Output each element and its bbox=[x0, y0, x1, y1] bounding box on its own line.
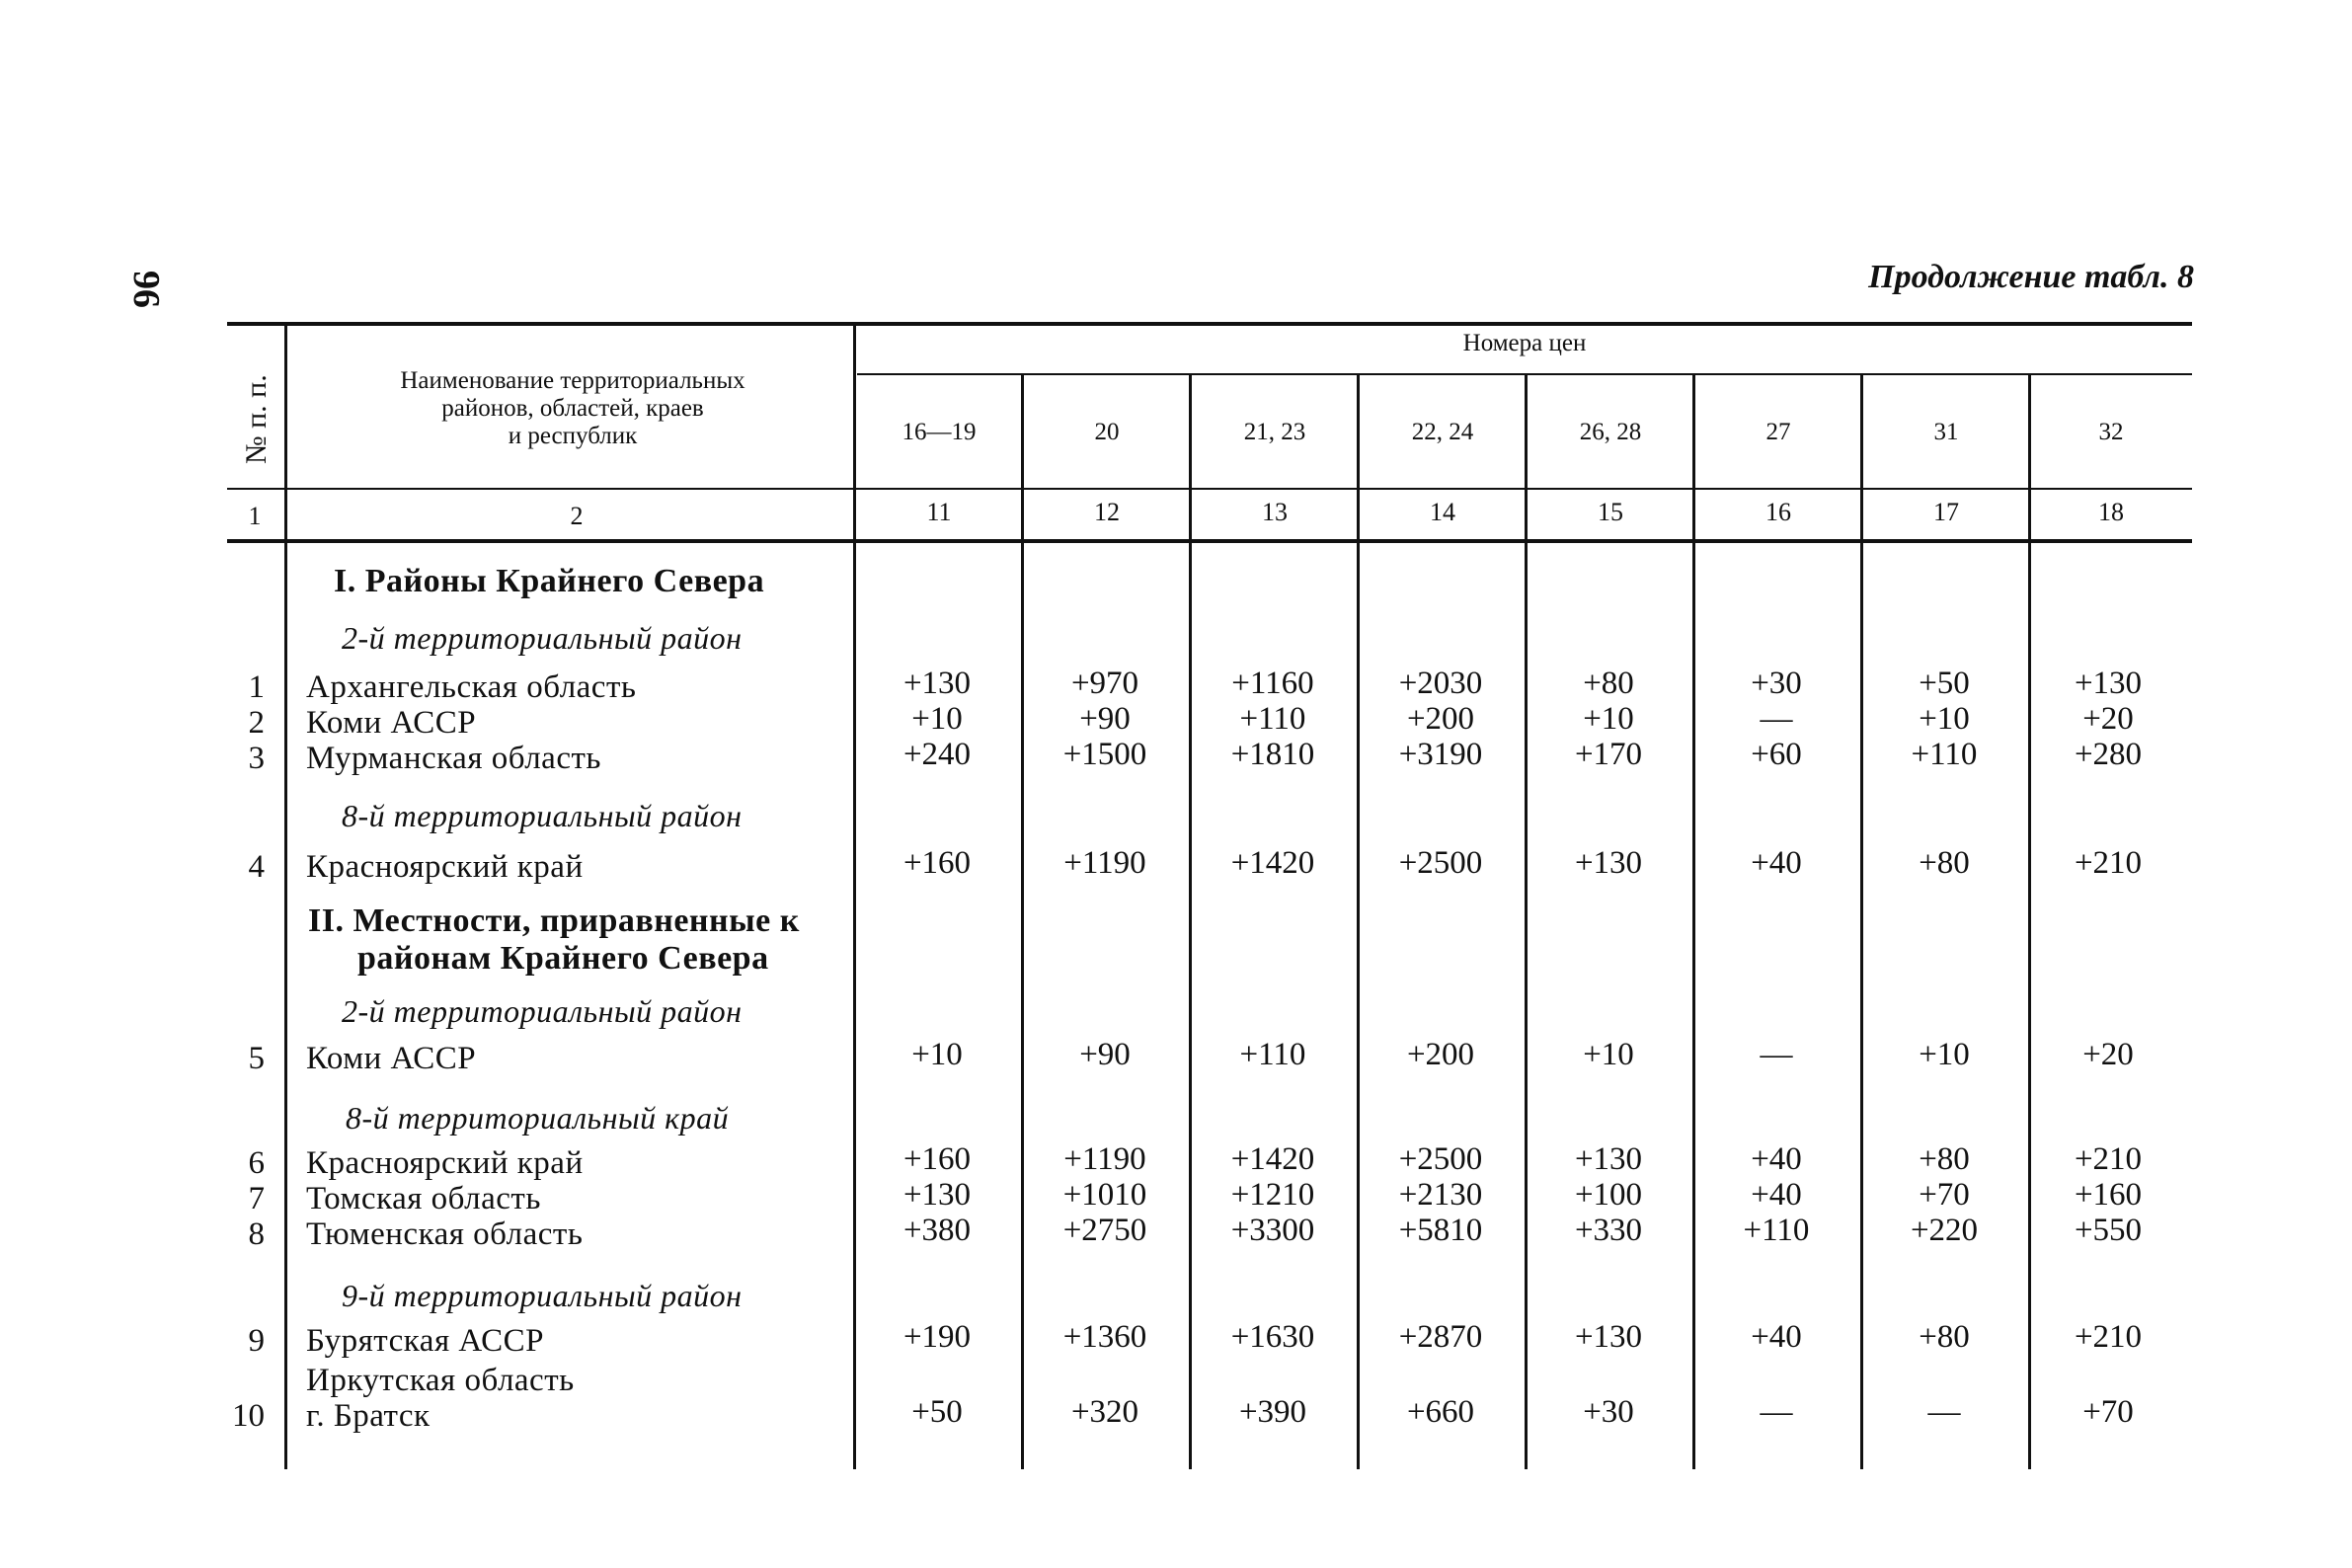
name-column-header-line-2: районов, областей, краев bbox=[441, 395, 704, 422]
name-column-rule bbox=[284, 324, 287, 1469]
price-surcharge-value: +210 bbox=[2074, 1141, 2143, 1177]
price-surcharge-value: +2870 bbox=[1398, 1319, 1483, 1355]
price-surcharge-value: +330 bbox=[1574, 1213, 1643, 1248]
price-surcharge-value: +2130 bbox=[1398, 1177, 1483, 1213]
price-surcharge-value: +130 bbox=[1574, 845, 1643, 881]
price-columns-rule-5 bbox=[1525, 375, 1528, 1469]
price-col-header: 16—19 bbox=[902, 419, 977, 445]
district-heading: 8-й территориальный край bbox=[346, 1100, 730, 1136]
price-columns-rule-2 bbox=[1021, 375, 1024, 1469]
price-columns-rule-6 bbox=[1692, 375, 1695, 1469]
price-surcharge-value: +280 bbox=[2074, 737, 2143, 772]
price-surcharge-value: +200 bbox=[1406, 701, 1475, 737]
price-surcharge-value: +2500 bbox=[1398, 845, 1483, 881]
price-surcharge-value: +100 bbox=[1574, 1177, 1643, 1213]
price-surcharge-value: +550 bbox=[2074, 1213, 2143, 1248]
price-surcharge-value: +130 bbox=[1574, 1141, 1643, 1177]
page-number: 96 bbox=[125, 271, 167, 308]
region-name: Архангельская область bbox=[306, 669, 637, 705]
row-number: 5 bbox=[248, 1041, 265, 1076]
price-surcharge-value: +50 bbox=[1919, 666, 1970, 701]
price-surcharge-value: +110 bbox=[1239, 701, 1306, 737]
price-surcharge-value: +90 bbox=[1079, 701, 1131, 737]
number-column-header: № п. п. bbox=[240, 374, 273, 464]
price-surcharge-value: +2030 bbox=[1398, 666, 1483, 701]
column-number: 1 bbox=[248, 502, 262, 530]
price-surcharge-value: +70 bbox=[1919, 1177, 1970, 1213]
section-heading: II. Местности, приравненные к bbox=[308, 902, 800, 939]
price-surcharge-value: +10 bbox=[911, 1037, 963, 1072]
price-surcharge-value: +1210 bbox=[1230, 1177, 1315, 1213]
price-surcharge-value: +20 bbox=[2082, 701, 2134, 737]
table-continuation-title: Продолжение табл. 8 bbox=[1868, 259, 2194, 295]
region-name: Тюменская область bbox=[306, 1216, 584, 1252]
region-name: Бурятская АССР bbox=[306, 1323, 544, 1359]
price-surcharge-value: +1360 bbox=[1062, 1319, 1147, 1355]
row-number: 7 bbox=[248, 1181, 265, 1216]
price-surcharge-value: +970 bbox=[1070, 666, 1139, 701]
price-columns-rule-8 bbox=[2028, 375, 2031, 1469]
price-surcharge-value: +320 bbox=[1070, 1394, 1139, 1430]
header-bottom-rule bbox=[227, 488, 2192, 490]
price-surcharge-value: +10 bbox=[1919, 1037, 1970, 1072]
price-surcharge-value: +1630 bbox=[1230, 1319, 1315, 1355]
region-name: г. Братск bbox=[306, 1398, 431, 1434]
price-surcharge-value: +40 bbox=[1751, 1319, 1802, 1355]
row-number: 1 bbox=[248, 669, 265, 705]
price-surcharge-value: +1160 bbox=[1231, 666, 1314, 701]
price-surcharge-value: +200 bbox=[1406, 1037, 1475, 1072]
price-surcharge-value: +10 bbox=[1583, 1037, 1634, 1072]
price-surcharge-value: +160 bbox=[902, 845, 972, 881]
region-name: Мурманская область bbox=[306, 741, 601, 776]
price-surcharge-value: +390 bbox=[1238, 1394, 1307, 1430]
price-surcharge-value: +80 bbox=[1919, 1141, 1970, 1177]
price-surcharge-value: — bbox=[1760, 701, 1793, 737]
price-surcharge-value: +1420 bbox=[1230, 1141, 1315, 1177]
price-columns-rule-3 bbox=[1189, 375, 1192, 1469]
column-number: 11 bbox=[926, 498, 952, 526]
price-surcharge-value: — bbox=[1927, 1394, 1961, 1430]
name-column-header-line-3: и республик bbox=[508, 423, 638, 449]
price-surcharge-value: +2750 bbox=[1062, 1213, 1147, 1248]
region-name-prefix: Иркутская область bbox=[306, 1363, 575, 1398]
price-surcharge-value: +210 bbox=[2074, 845, 2143, 881]
price-surcharge-value: +130 bbox=[902, 1177, 972, 1213]
price-columns-rule-1 bbox=[853, 324, 856, 1469]
district-heading: 9-й территориальный район bbox=[342, 1278, 743, 1313]
price-surcharge-value: +70 bbox=[2082, 1394, 2134, 1430]
price-surcharge-value: +30 bbox=[1583, 1394, 1634, 1430]
column-number: 15 bbox=[1598, 498, 1623, 526]
row-number: 3 bbox=[248, 741, 265, 776]
section-heading: I. Районы Крайнего Севера bbox=[334, 563, 765, 599]
price-surcharge-value: +40 bbox=[1751, 845, 1802, 881]
price-surcharge-value: +1500 bbox=[1062, 737, 1147, 772]
column-number: 12 bbox=[1094, 498, 1120, 526]
row-number: 9 bbox=[248, 1323, 265, 1359]
price-surcharge-value: +30 bbox=[1751, 666, 1802, 701]
price-surcharge-value: +10 bbox=[911, 701, 963, 737]
price-surcharge-value: +130 bbox=[1574, 1319, 1643, 1355]
region-name: Красноярский край bbox=[306, 849, 584, 885]
price-surcharge-value: +110 bbox=[1743, 1213, 1810, 1248]
price-surcharge-value: +2500 bbox=[1398, 1141, 1483, 1177]
price-surcharge-value: — bbox=[1760, 1394, 1793, 1430]
price-surcharge-value: +40 bbox=[1751, 1177, 1802, 1213]
price-surcharge-value: +110 bbox=[1911, 737, 1978, 772]
column-number: 16 bbox=[1765, 498, 1791, 526]
price-surcharge-value: +90 bbox=[1079, 1037, 1131, 1072]
column-number: 17 bbox=[1933, 498, 1959, 526]
row-number: 6 bbox=[248, 1145, 265, 1181]
price-col-header: 26, 28 bbox=[1579, 419, 1642, 445]
region-name: Коми АССР bbox=[306, 705, 477, 741]
name-column-header-line-1: Наименование территориальных bbox=[400, 367, 745, 394]
price-col-header: 27 bbox=[1765, 419, 1791, 445]
price-surcharge-value: — bbox=[1760, 1037, 1793, 1072]
price-surcharge-value: +170 bbox=[1574, 737, 1643, 772]
price-surcharge-value: +3300 bbox=[1230, 1213, 1315, 1248]
price-surcharge-value: +80 bbox=[1919, 1319, 1970, 1355]
price-surcharge-value: +380 bbox=[902, 1213, 972, 1248]
district-heading: 8-й территориальный район bbox=[342, 798, 743, 833]
price-surcharge-value: +1190 bbox=[1063, 845, 1146, 881]
column-number: 13 bbox=[1262, 498, 1288, 526]
price-surcharge-value: +5810 bbox=[1398, 1213, 1483, 1248]
price-surcharge-value: +660 bbox=[1406, 1394, 1475, 1430]
district-heading: 2-й территориальный район bbox=[342, 620, 743, 656]
price-columns-rule-7 bbox=[1860, 375, 1863, 1469]
price-col-header: 22, 24 bbox=[1411, 419, 1474, 445]
price-surcharge-value: +160 bbox=[902, 1141, 972, 1177]
table-top-rule bbox=[227, 322, 2192, 326]
price-surcharge-value: +1810 bbox=[1230, 737, 1315, 772]
row-number: 10 bbox=[232, 1398, 265, 1434]
price-surcharge-value: +1190 bbox=[1063, 1141, 1146, 1177]
column-number: 14 bbox=[1430, 498, 1455, 526]
price-surcharge-value: +20 bbox=[2082, 1037, 2134, 1072]
price-surcharge-value: +3190 bbox=[1398, 737, 1483, 772]
price-numbers-group-header: Номера цен bbox=[1462, 330, 1587, 356]
price-surcharge-value: +10 bbox=[1583, 701, 1634, 737]
row-number: 2 bbox=[248, 705, 265, 741]
price-surcharge-value: +1010 bbox=[1062, 1177, 1147, 1213]
price-surcharge-value: +10 bbox=[1919, 701, 1970, 737]
district-heading: 2-й территориальный район bbox=[342, 993, 743, 1029]
price-surcharge-value: +60 bbox=[1751, 737, 1802, 772]
colnum-bottom-rule bbox=[227, 539, 2192, 543]
price-col-header: 31 bbox=[1933, 419, 1959, 445]
column-number: 18 bbox=[2098, 498, 2124, 526]
price-surcharge-value: +190 bbox=[902, 1319, 972, 1355]
price-surcharge-value: +80 bbox=[1919, 845, 1970, 881]
row-number: 4 bbox=[248, 849, 265, 885]
price-surcharge-value: +130 bbox=[902, 666, 972, 701]
price-surcharge-value: +40 bbox=[1751, 1141, 1802, 1177]
price-col-header: 21, 23 bbox=[1243, 419, 1306, 445]
price-col-header: 32 bbox=[2098, 419, 2124, 445]
region-name: Коми АССР bbox=[306, 1041, 477, 1076]
price-surcharge-value: +240 bbox=[902, 737, 972, 772]
price-col-header: 20 bbox=[1094, 419, 1120, 445]
price-surcharge-value: +50 bbox=[911, 1394, 963, 1430]
region-name: Красноярский край bbox=[306, 1145, 584, 1181]
row-number: 8 bbox=[248, 1216, 265, 1252]
price-columns-rule-4 bbox=[1357, 375, 1360, 1469]
price-surcharge-value: +130 bbox=[2074, 666, 2143, 701]
price-surcharge-value: +1420 bbox=[1230, 845, 1315, 881]
price-surcharge-value: +80 bbox=[1583, 666, 1634, 701]
region-name: Томская область bbox=[306, 1181, 541, 1216]
price-surcharge-value: +220 bbox=[1910, 1213, 1979, 1248]
price-surcharge-value: +110 bbox=[1239, 1037, 1306, 1072]
section-heading: районам Крайнего Севера bbox=[357, 940, 769, 977]
price-surcharge-value: +210 bbox=[2074, 1319, 2143, 1355]
column-number: 2 bbox=[570, 502, 584, 530]
price-surcharge-value: +160 bbox=[2074, 1177, 2143, 1213]
